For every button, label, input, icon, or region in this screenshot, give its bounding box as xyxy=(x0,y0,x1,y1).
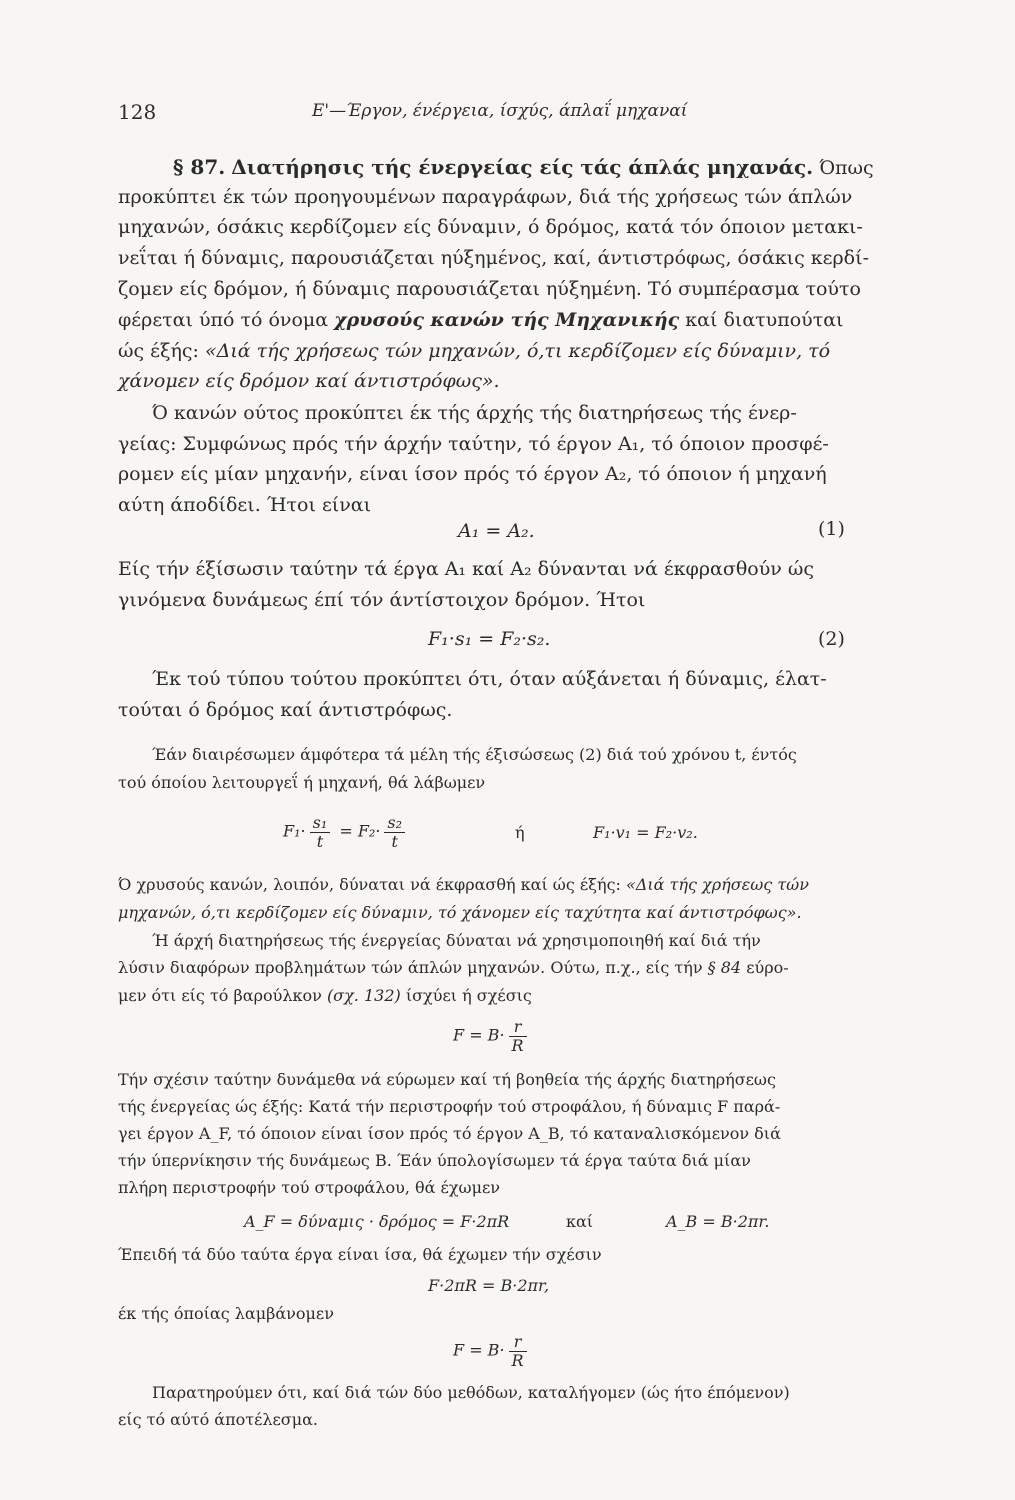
small-paragraph-line: πλήρη περιστροφήν τού στροφάλου, θά έχωμεν xyxy=(118,1178,500,1197)
paragraph-line xyxy=(118,340,830,362)
paragraph-line xyxy=(118,370,500,392)
velocity-rule-statement: «Διά τής χρήσεως τών xyxy=(626,875,809,894)
equation-4 xyxy=(453,1018,531,1054)
small-paragraph-line: τής ένεργείας ώς έξής: Κατά τήν περιστροφήν τού στροφάλου, ή δύναμις F παρά- xyxy=(118,1097,781,1116)
paragraph-text: ώς έξής: xyxy=(118,340,199,362)
paragraph-line xyxy=(118,309,844,331)
paragraph-line: ζομεν είς δρόμον, ή δύναμις παρουσιάζεται ηύξημένη. Τό συμπέρασμα τούτο xyxy=(118,278,861,300)
small-text: ίσχύει ή σχέσις xyxy=(405,986,532,1005)
fraction-denominator: t xyxy=(391,831,398,851)
paragraph-line: ρομεν είς μίαν μηχανήν, είναι ίσον πρός τό έργον A₂, τό όποιον ή μηχανή xyxy=(118,463,827,485)
golden-rule-statement: «Διά τής χρήσεως τών μηχανών, ό,τι κερδίζομεν είς δύναμιν, τό xyxy=(204,340,831,362)
paragraph-line: μηχανών, όσάκις κερδίζομεν είς δύναμιν, ό δρόμος, κατά τόν όποιον μετακι- xyxy=(118,216,863,238)
fraction-s2-over-t xyxy=(384,814,405,850)
figure-reference: (σχ. 132) xyxy=(326,986,401,1005)
small-paragraph-line: έκ τής όποίας λαμβάνομεν xyxy=(118,1304,334,1323)
small-paragraph-line: Παρατηρούμεν ότι, καί διά τών δύο μεθόδων, καταλήγομεν (ώς ήτο έπόμενον) xyxy=(152,1383,790,1402)
section-title: Διατήρησις τής ένεργείας είς τάς άπλάς μηχανάς. xyxy=(231,155,814,179)
equation-5-right: A_B = B·2πr. xyxy=(666,1212,770,1231)
fraction-numerator: r xyxy=(509,1333,527,1352)
page-number: 128 xyxy=(118,100,157,124)
small-paragraph-line: Τήν σχέσιν ταύτην δυνάμεθα νά εύρωμεν καί τή βοηθεία τής άρχής διατηρήσεως xyxy=(118,1070,776,1089)
paragraph-line: γείας: Συμφώνως πρός τήν άρχήν ταύτην, τό έργον A₁, τό όποιον προσφέ- xyxy=(118,433,829,455)
small-paragraph-line: Έπειδή τά δύο ταύτα έργα είναι ίσα, θά έχωμεν τήν σχέσιν xyxy=(118,1245,602,1264)
paragraph-line: Έκ τού τύπου τούτου προκύπτει ότι, όταν αύξάνεται ή δύναμις, έλατ- xyxy=(152,668,827,690)
paragraph-line: Είς τήν έξίσωσιν ταύτην τά έργα A₁ καί A₂ δύνανται νά έκφρασθούν ώς xyxy=(118,558,814,580)
paragraph-text: φέρεται ύπό τό όνομα xyxy=(118,309,329,331)
section-reference: § 84 xyxy=(707,958,742,977)
small-paragraph-line xyxy=(118,986,532,1005)
fraction-numerator: r xyxy=(509,1018,527,1037)
fraction-denominator: t xyxy=(316,831,324,851)
paragraph-line: Ό κανών ούτος προκύπτει έκ τής άρχής τής διατηρήσεως τής ένερ- xyxy=(152,402,797,424)
running-title: Ε'—Έργον, ένέργεια, ίσχύς, άπλαΐ μηχαναί xyxy=(312,101,688,121)
paragraph-text: Όπως xyxy=(819,157,874,179)
small-paragraph-line xyxy=(118,903,802,922)
small-text: λύσιν διαφόρων προβλημάτων τών άπλών μηχανών. Ούτω, π.χ., είς τήν xyxy=(118,958,703,977)
equation-2-number: (2) xyxy=(818,628,845,650)
section-heading-line xyxy=(173,155,874,179)
equation-7 xyxy=(453,1333,531,1369)
small-text: εύρο- xyxy=(746,958,789,977)
small-text: Ό χρυσούς κανών, λοιπόν, δύναται νά έκφρασθή καί ώς έξής: xyxy=(118,875,621,894)
small-paragraph-line: Ή άρχή διατηρήσεως τής ένεργείας δύναται νά χρησιμοποιηθή καί διά τήν xyxy=(152,931,761,950)
velocity-rule-statement: μηχανών, ό,τι κερδίζομεν είς δύναμιν, τό χάνομεν είς ταχύτητα καί άντιστρόφως». xyxy=(118,903,802,922)
small-text: μεν ότι είς τό βαρούλκον xyxy=(118,986,322,1005)
equation-text: = F₂· xyxy=(339,821,381,841)
fraction-r-over-R xyxy=(509,1333,527,1369)
fraction-s1-over-t xyxy=(310,814,331,850)
golden-rule-term: χρυσούς κανών τής Μηχανικής xyxy=(334,309,680,331)
equation-5-left: A_F = δύναμις · δρόμος = F·2πR xyxy=(244,1212,510,1231)
equation-3 xyxy=(283,814,409,850)
equation-2: F₁·s₁ = F₂·s₂. xyxy=(428,628,551,650)
fraction-numerator: s₂ xyxy=(384,814,405,833)
section-number: § 87. xyxy=(173,155,226,179)
golden-rule-statement: χάνομεν είς δρόμον καί άντιστρόφως». xyxy=(118,370,500,392)
small-paragraph-line xyxy=(118,875,809,894)
equation-text: F = B· xyxy=(453,1340,505,1360)
paragraph-line: τούται ό δρόμος καί άντιστρόφως. xyxy=(118,699,453,721)
fraction-denominator: R xyxy=(511,1350,524,1370)
paragraph-line: γινόμενα δυνάμεως έπί τόν άντίστοιχον δρόμον. Ήτοι xyxy=(118,589,646,611)
fraction-denominator: R xyxy=(511,1035,524,1055)
fraction-r-over-R xyxy=(509,1018,527,1054)
equation-1: A₁ = A₂. xyxy=(458,520,535,542)
equation-5-and: καί xyxy=(566,1212,594,1231)
small-paragraph-line: Έάν διαιρέσωμεν άμφότερα τά μέλη τής έξισώσεως (2) διά τού χρόνου t, έντός xyxy=(152,745,797,764)
equation-text: F₁· xyxy=(283,821,306,841)
fraction-numerator: s₁ xyxy=(310,814,331,833)
small-paragraph-line: τήν ύπερνίκησιν τής δυνάμεως B. Έάν ύπολογίσωμεν τά έργα ταύτα διά μίαν xyxy=(118,1151,751,1170)
paragraph-line: αύτη άποδίδει. Ήτοι είναι xyxy=(118,494,372,516)
small-paragraph-line: γει έργον A_F, τό όποιον είναι ίσον πρός τό έργον A_B, τό καταναλισκόμενον διά xyxy=(118,1124,781,1143)
equation-3-or: ή xyxy=(515,823,525,842)
equation-6: F·2πR = B·2πr, xyxy=(428,1276,550,1295)
equation-3-right: F₁·v₁ = F₂·v₂. xyxy=(593,823,698,842)
paragraph-line: νεΐται ή δύναμις, παρουσιάζεται ηύξημένος, καί, άντιστρόφως, όσάκις κερδί- xyxy=(118,247,869,269)
equation-text: F = B· xyxy=(453,1025,505,1045)
paragraph-line: προκύπτει έκ τών προηγουμένων παραγράφων, διά τής χρήσεως τών άπλών xyxy=(118,186,853,208)
small-paragraph-line xyxy=(118,958,789,977)
small-paragraph-line: τού όποίου λειτουργεΐ ή μηχανή, θά λάβωμεν xyxy=(118,773,486,792)
paragraph-text: καί διατυπούται xyxy=(685,309,844,331)
small-paragraph-line: είς τό αύτό άποτέλεσμα. xyxy=(118,1410,319,1429)
equation-1-number: (1) xyxy=(818,518,845,540)
